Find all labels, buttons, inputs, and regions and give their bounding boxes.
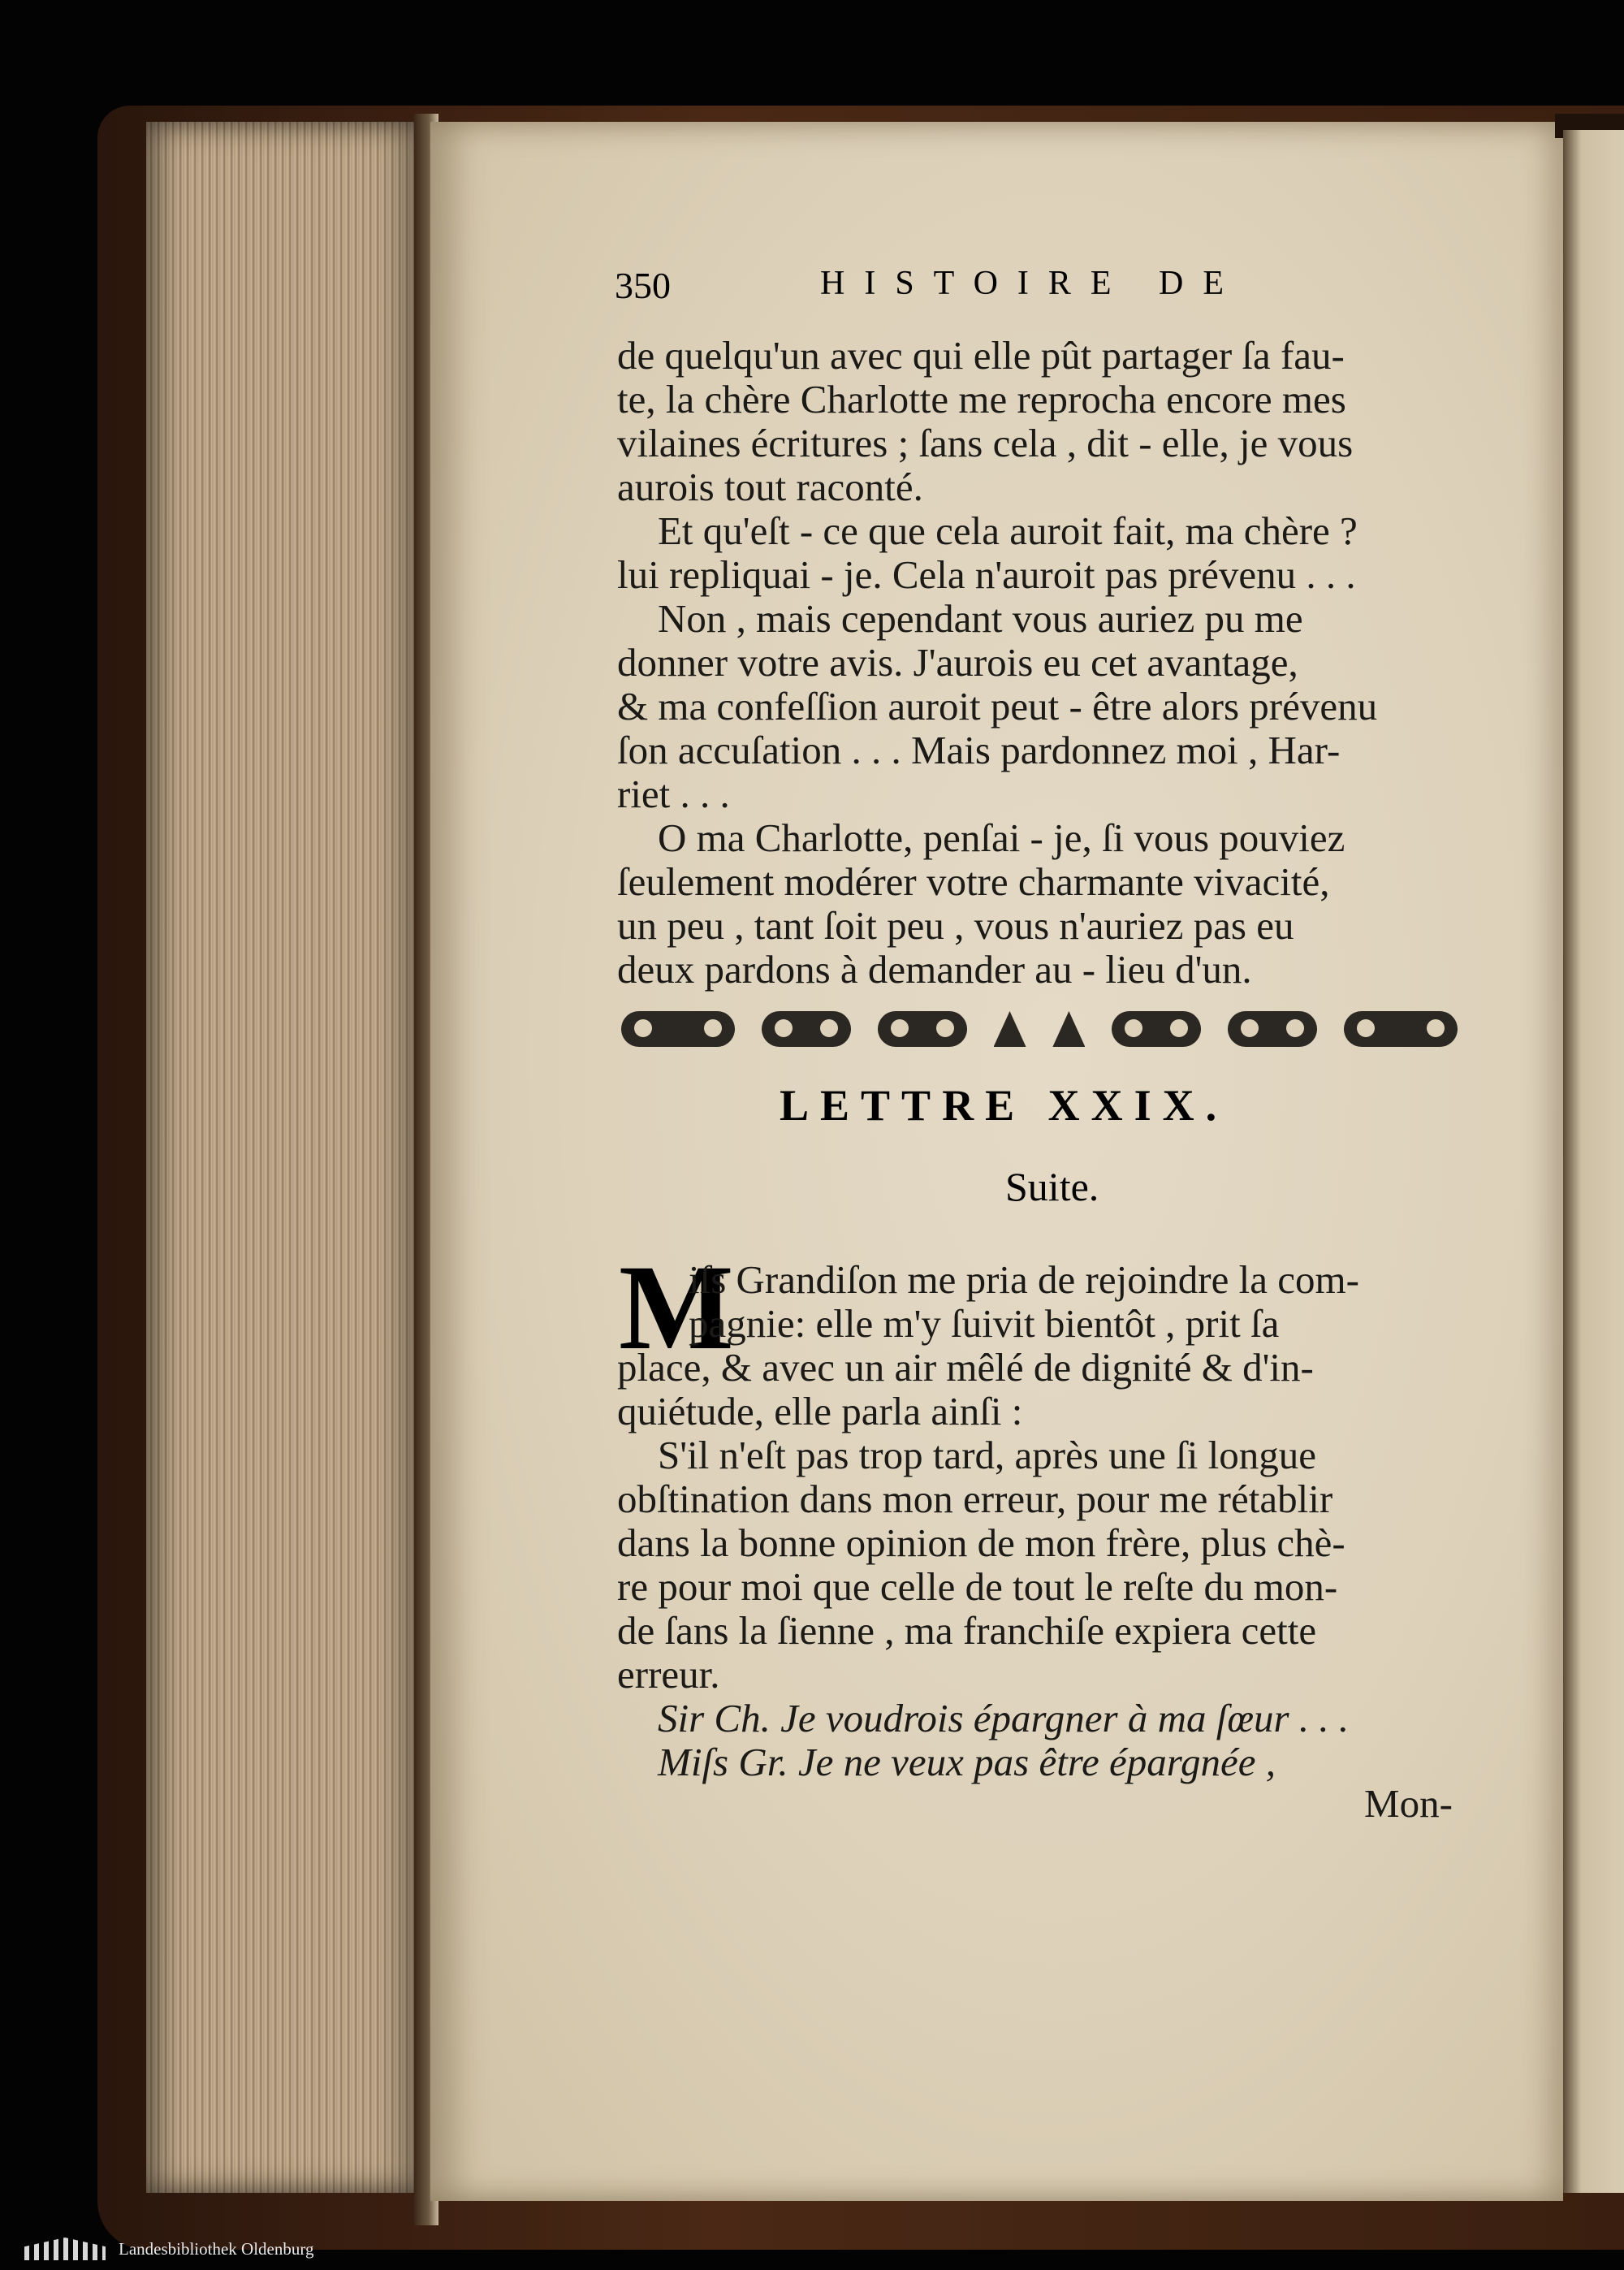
ornament-scroll-icon	[1228, 1011, 1317, 1047]
text-line: vilaines écritures ; ſans cela , dit - elle, je vous	[617, 421, 1354, 465]
text-line: de quelqu'un avec qui elle pût partager ſa fau-	[617, 333, 1345, 378]
text-line: iſs Grandiſon me pria de rejoindre la com-	[689, 1257, 1359, 1302]
text-line: te, la chère Charlotte me reprocha encore mes	[617, 377, 1346, 422]
page-number: 350	[615, 265, 671, 306]
text-line: & ma confeſſion auroit peut - être alors prévenu	[617, 684, 1378, 729]
library-logo-icon	[24, 2238, 106, 2260]
text-line: un peu , tant ſoit peu , vous n'auriez pas eu	[617, 903, 1294, 948]
ornament-fleuron-icon	[1052, 1011, 1085, 1047]
running-title: HISTOIRE DE	[820, 265, 1244, 302]
text-line: ſon accuſation . . . Mais pardonnez moi , Har-	[617, 728, 1341, 772]
running-head	[615, 264, 1345, 321]
text-line: O ma Charlotte, penſai - je, ſi vous pouviez	[658, 815, 1345, 860]
text-line: ſeulement modérer votre charmante vivacité,	[617, 859, 1330, 904]
text-line: place, & avec un air mêlé de dignité & d'in-	[617, 1345, 1314, 1390]
drop-cap: M	[619, 1240, 734, 1375]
text-line: Et qu'eſt - ce que cela auroit fait, ma chère ?	[658, 508, 1358, 553]
text-line: donner votre avis. J'aurois eu cet avantage,	[617, 640, 1298, 685]
text-line: Sir Ch. Je voudrois épargner à ma ſœur . . .	[658, 1696, 1350, 1740]
text-line: deux pardons à demander au - lieu d'un.	[617, 947, 1252, 992]
catchword: Mon-	[1364, 1781, 1453, 1826]
ornament-scroll-icon	[878, 1011, 967, 1047]
text-line: pagnie: elle m'y ſuivit bientôt , prit ſa	[689, 1301, 1280, 1346]
ornament-scroll-icon	[762, 1011, 851, 1047]
page-edges	[146, 122, 422, 2193]
text-line: aurois tout raconté.	[617, 465, 923, 509]
section-label: Suite.	[1005, 1164, 1099, 1209]
letter-heading: LETTRE XXIX.	[780, 1081, 1229, 1130]
ornament-divider	[621, 1005, 1458, 1053]
library-name: Landesbibliothek Oldenburg	[119, 2238, 314, 2259]
text-block-after	[617, 1257, 1462, 1826]
text-line: erreur.	[617, 1652, 720, 1697]
text-line: lui repliquai - je. Cela n'auroit pas prévenu . . .	[617, 552, 1356, 597]
text-line: de ſans la ſienne , ma franchiſe expiera cette	[617, 1608, 1317, 1653]
facing-page-edge	[1563, 130, 1624, 2193]
text-line: quiétude, elle parla ainſi :	[617, 1389, 1023, 1433]
text-line: riet . . .	[617, 772, 730, 816]
text-line: S'il n'eſt pas trop tard, après une ſi longue	[658, 1433, 1317, 1477]
text-line: Miſs Gr. Je ne veux pas être épargnée ,	[658, 1740, 1276, 1784]
text-line: dans la bonne opinion de mon frère, plus chè-	[617, 1520, 1345, 1565]
ornament-scroll-icon	[1112, 1011, 1201, 1047]
text-line: obſtination dans mon erreur, pour me rétablir	[617, 1477, 1333, 1521]
footer-bar	[24, 2238, 314, 2260]
text-block-before	[617, 333, 1462, 999]
text-line: Non , mais cependant vous auriez pu me	[658, 596, 1303, 641]
ornament-scroll-icon	[621, 1011, 735, 1047]
ornament-fleuron-icon	[994, 1011, 1026, 1047]
text-line: re pour moi que celle de tout le reſte du mon-	[617, 1564, 1338, 1609]
ornament-scroll-icon	[1344, 1011, 1458, 1047]
